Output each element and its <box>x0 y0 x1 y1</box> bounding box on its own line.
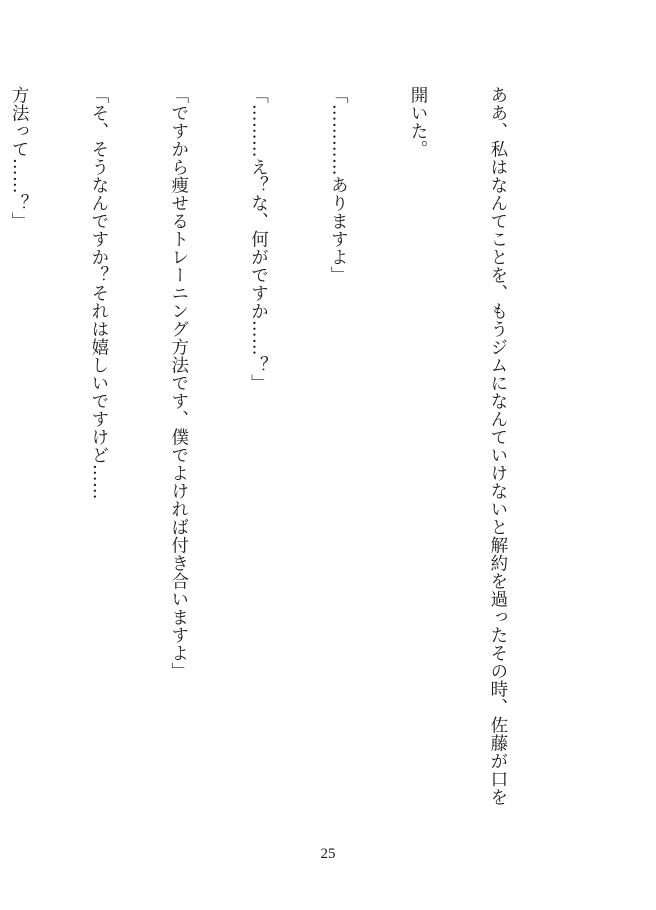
vertical-body-text <box>0 86 564 816</box>
text-line: 「ですから痩せるトレーニング方法です、僕でよければ付き合いますよ」 <box>168 86 189 680</box>
text-line: 「………え？な、何がですか……？」 <box>248 86 269 392</box>
text-line: 「…………ありますよ」 <box>328 86 349 284</box>
text-line: 「そ、そうなんですか？それは嬉しいですけど…… <box>88 86 109 500</box>
text-line: 方法って……？」 <box>9 86 30 230</box>
page-number: 25 <box>320 846 336 862</box>
text-line: ああ、私はなんてことを、もうジムになんていけないと解約を過ったその時、佐藤が口を <box>487 86 508 806</box>
text-line: 開いた。 <box>408 86 429 158</box>
